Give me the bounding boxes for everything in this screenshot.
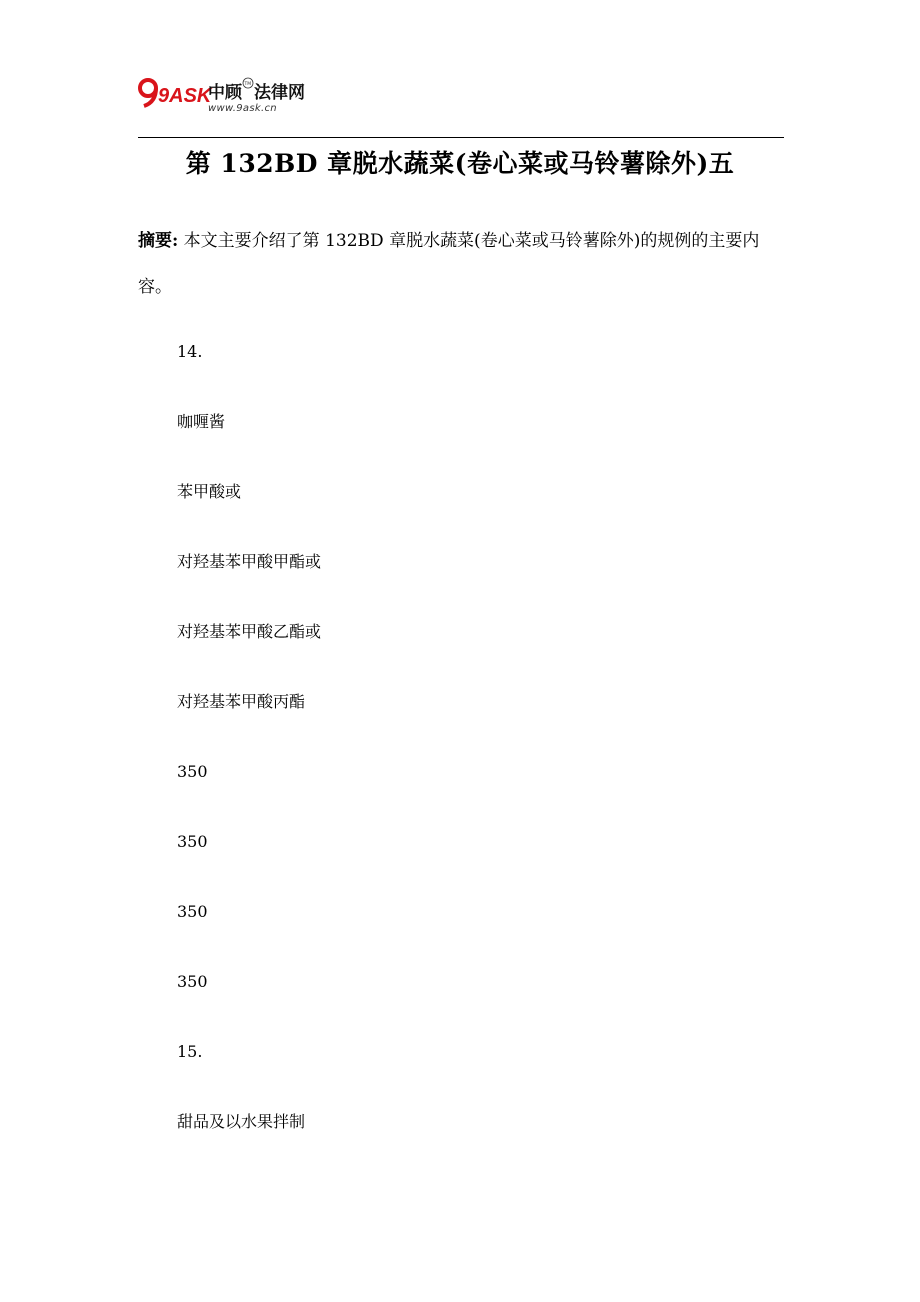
list-item: 苯甲酸或 [177,482,242,501]
list-item: 350 [177,972,208,991]
list-item: 350 [177,902,208,921]
list-item: 对羟基苯甲酸乙酯或 [177,622,322,641]
list-item: 对羟基苯甲酸丙酯 [177,692,306,711]
abstract [138,218,788,310]
list-item: 甜品及以水果拌制 [177,1112,306,1131]
logo-tm: TM [244,82,252,87]
logo-text: 9ASK [158,85,212,107]
logo-brand-1: 中顾 [208,83,242,103]
list-item: 咖喱酱 [177,412,226,431]
logo-brand-2: 法律网 [254,83,305,103]
list-item: 350 [177,832,208,851]
logo-url: www.9ask.cn [208,103,277,114]
list-item: 14. [177,342,203,361]
list-item: 350 [177,762,208,781]
page-header [138,72,784,138]
header-divider [138,137,784,138]
list-item: 15. [177,1042,203,1061]
list-item: 对羟基苯甲酸甲酯或 [177,552,322,571]
abstract-label: 摘要: [138,231,179,251]
content-list [177,334,777,1174]
abstract-text: 本文主要介绍了第 132BD 章脱水蔬菜(卷心菜或马铃薯除外)的规例的主要内容。 [138,231,760,297]
logo[interactable] [138,76,318,120]
document-title: 第 132BD 章脱水蔬菜(卷心菜或马铃薯除外)五 [185,149,735,178]
